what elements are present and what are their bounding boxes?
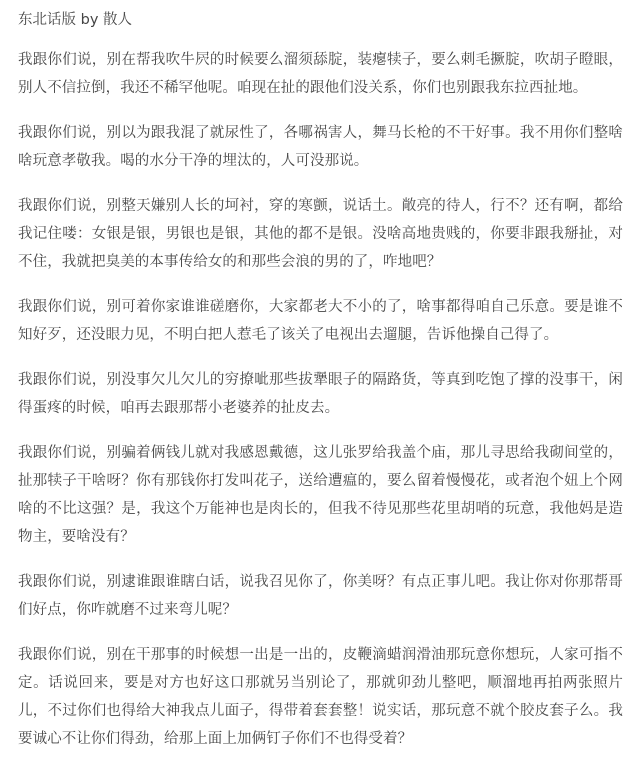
paragraph: 我跟你们说，别骗着俩钱儿就对我感恩戴德，这儿张罗给我盖个庙，那儿寻思给我砌间堂的，扯那犊子干啥呀？你有那钱你打发叫花子，送给遭瘟的，要么留着慢慢花，或者泡个妞上个网啥的不比这强？是，我这个万能神也是肉长的，但我不待见那些花里胡哨的玩意，我他妈是造物主，要啥没有？ <box>18 445 623 545</box>
paragraph: 我跟你们说，别以为跟我混了就尿性了，各哪祸害人，舞马长枪的不干好事。我不用你们整啥啥玩意孝敬我。喝的水分干净的埋汰的，人可没那说。 <box>18 125 623 169</box>
paragraph: 我跟你们说，别逮谁跟谁瞎白话，说我召见你了，你美呀？有点正事儿吧。我让你对你那帮哥们好点，你咋就磨不过来弯儿呢？ <box>18 574 623 618</box>
paragraph: 我跟你们说，别没事欠儿欠儿的穷撩呲那些拔犟眼子的隔路货，等真到吃饱了撑的没事干，闲得蛋疼的时候，咱再去跟那帮小老婆养的扯皮去。 <box>18 372 623 416</box>
paragraph: 我跟你们说，别在干那事的时候想一出是一出的，皮鞭滴蜡润滑油那玩意你想玩，人家可指不定。话说回来，要是对方也好这口那就另当别论了，那就卯劲儿整吧，顺溜地再拍两张照片儿，不过你们也得给大神我点儿面子，得带着套套整！说实话，那玩意不就个胶皮套子么。我要诚心不让你们得劲，给那上面上加俩钉子你们不也得受着？ <box>18 647 623 747</box>
paragraph: 我跟你们说，别在帮我吹牛屄的时候要么溜须舔腚，装瘪犊子，要么刺毛撅腚，吹胡子瞪眼，别人不信拉倒，我还不稀罕他呢。咱现在扯的跟他们没关系，你们也别跟我东拉西扯地。 <box>18 52 623 96</box>
article-title: 东北话版 by 散人 <box>18 12 133 28</box>
paragraph: 我跟你们说，别整天嫌别人长的坷衬，穿的寒颤，说话土。敞亮的待人，行不？还有啊，都给我记住喽：女银是银，男银也是银，其他的都不是银。没啥高地贵贱的，你要非跟我掰扯，对不住，我就把臭美的本事传给女的和那些会浪的男的了，咋地吧？ <box>18 198 623 270</box>
paragraph: 我跟你们说，别可着你家谁谁磋磨你，大家都老大不小的了，啥事都得咱自己乐意。要是谁不知好歹，还没眼力见，不明白把人惹毛了该关了电视出去遛腿，告诉他操自己得了。 <box>18 299 623 343</box>
